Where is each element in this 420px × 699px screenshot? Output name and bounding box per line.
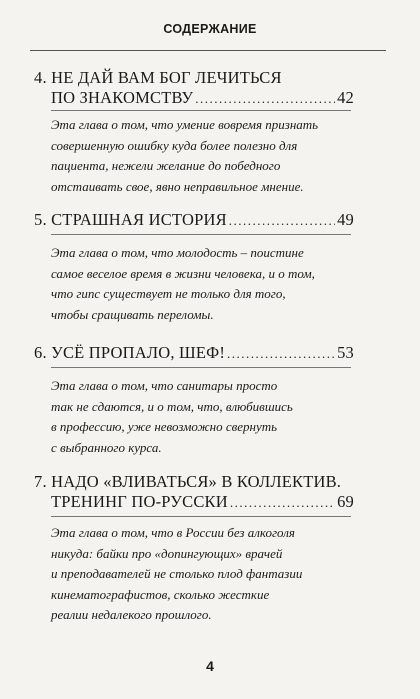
description-line: отстаивать свое, явно неправильное мнение. bbox=[51, 178, 304, 194]
page-number: 4 bbox=[206, 658, 214, 674]
entry-title bbox=[34, 210, 354, 231]
description-line: реалии недалекого прошлого. bbox=[51, 607, 212, 622]
description-line: так не сдаются, и о том, что, влюбившись bbox=[51, 398, 293, 414]
description-line: самое веселое время в жизни человека, и о том, bbox=[51, 265, 315, 281]
entry-title-line1: 4. НЕ ДАЙ ВАМ БОГ ЛЕЧИТЬСЯ bbox=[34, 68, 282, 87]
description-line: Эта глава о том, что санитары просто bbox=[51, 378, 278, 393]
dot-leader bbox=[195, 89, 335, 109]
entry-description bbox=[51, 376, 354, 458]
description-line: чтобы сращивать переломы. bbox=[51, 306, 214, 322]
entry-title-line2: ТРЕНИНГ ПО-РУССКИ bbox=[51, 492, 228, 511]
description-line: с выбранного курса. bbox=[51, 439, 162, 455]
entry-page-number: 53 bbox=[337, 343, 354, 362]
entry-page-number: 69 bbox=[337, 492, 354, 511]
entry-title-line1: 6. УСЁ ПРОПАЛО, ШЕФ! bbox=[34, 343, 226, 362]
entry-description bbox=[51, 115, 354, 197]
description-top-divider bbox=[51, 516, 351, 517]
description-line: Эта глава о том, что в России без алкоголя bbox=[51, 525, 295, 540]
description-top-divider bbox=[51, 234, 351, 235]
entry-title bbox=[34, 472, 354, 513]
description-top-divider bbox=[51, 110, 351, 111]
description-line: Эта глава о том, что умение вовремя признать bbox=[51, 117, 319, 132]
entry-title bbox=[34, 68, 354, 109]
entry-title-line2: ПО ЗНАКОМСТВУ bbox=[51, 88, 194, 107]
entry-title-line1: 7. НАДО «ВЛИВАТЬСЯ» В КОЛЛЕКТИВ. bbox=[34, 472, 342, 491]
description-line: Эта глава о том, что молодость – поистине bbox=[51, 245, 304, 260]
toc-entry-5[interactable] bbox=[34, 210, 354, 325]
entry-description bbox=[51, 523, 354, 626]
entry-title-line1: 5. СТРАШНАЯ ИСТОРИЯ bbox=[34, 210, 227, 229]
dot-leader bbox=[230, 493, 335, 513]
entry-title bbox=[34, 343, 354, 364]
dot-leader bbox=[227, 344, 335, 364]
toc-entry-4[interactable] bbox=[34, 68, 354, 197]
description-line: кинематографистов, сколько жесткие bbox=[51, 586, 270, 602]
description-line: совершенную ошибку куда более полезно для bbox=[51, 137, 298, 153]
description-line: пациента, нежели желание до победного bbox=[51, 158, 281, 173]
entry-description bbox=[51, 243, 354, 325]
description-line: никуда: байки про «допингующих» врачей bbox=[51, 545, 283, 561]
page-header-title: СОДЕРЖАНИЕ bbox=[163, 22, 257, 36]
description-line: и преподавателей не столько плод фантазии bbox=[51, 566, 303, 581]
description-line: что гипс существует не только для того, bbox=[51, 286, 286, 301]
entry-page-number: 49 bbox=[337, 210, 354, 229]
toc-entry-6[interactable] bbox=[34, 343, 354, 458]
toc-entry-7[interactable] bbox=[34, 472, 354, 626]
description-top-divider bbox=[51, 367, 351, 368]
entry-page-number: 42 bbox=[337, 88, 354, 107]
description-line: в профессию, уже невозможно свернуть bbox=[51, 419, 278, 434]
dot-leader bbox=[229, 211, 335, 231]
header-divider bbox=[30, 50, 386, 51]
